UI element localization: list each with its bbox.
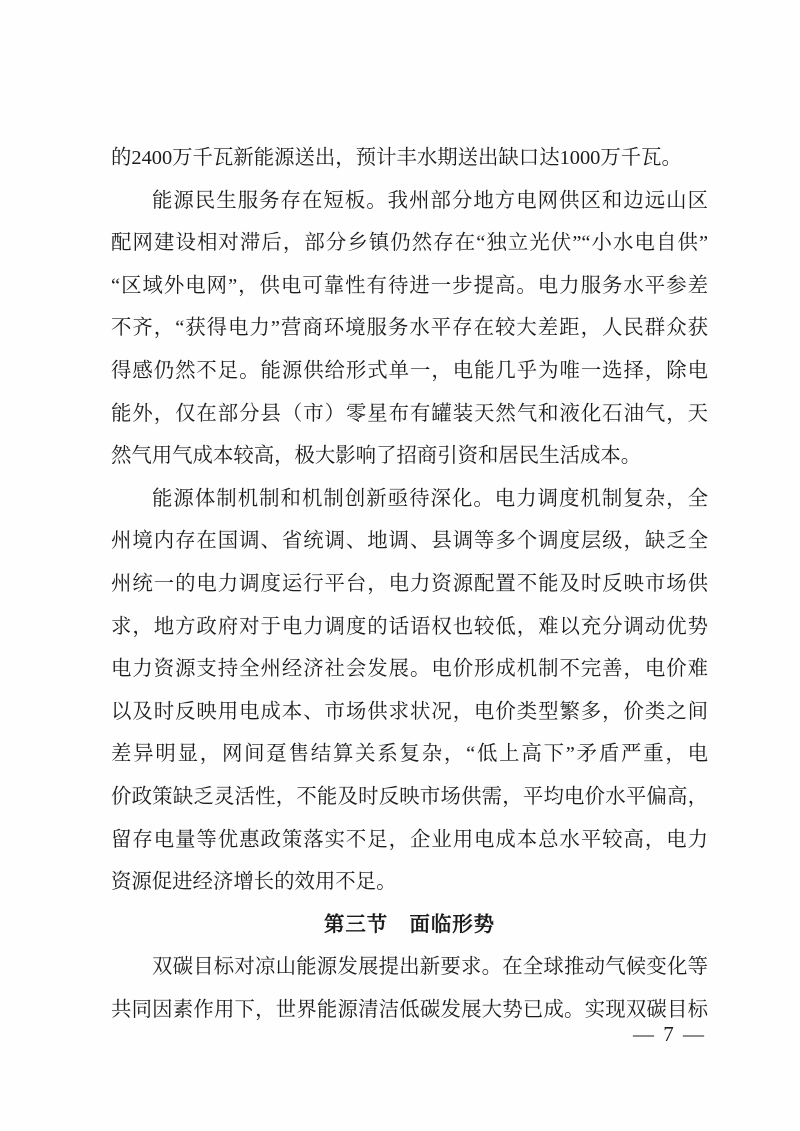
text-line: 州境内存在国调、省统调、地调、县调等多个调度层级，缺乏全 xyxy=(111,530,708,553)
text-line: 求，地方政府对于电力调度的话语权也较低，难以充分调动优势 xyxy=(111,615,708,638)
text-line: 能源体制机制和机制创新亟待深化。电力调度机制复杂，全 xyxy=(152,487,708,510)
text-line: 价政策缺乏灵活性，不能及时反映市场供需，平均电价水平偏高， xyxy=(111,785,708,808)
text-line: “区域外电网”，供电可靠性有待进一步提高。电力服务水平参差 xyxy=(111,274,708,297)
text-line: 州统一的电力调度运行平台，电力资源配置不能及时反映市场供 xyxy=(111,572,708,595)
text-line: 差异明显，网间趸售结算关系复杂，“低上高下”矛盾严重，电 xyxy=(111,743,708,766)
section-heading: 第三节 面临形势 xyxy=(323,913,496,936)
text-line: 共同因素作用下，世界能源清洁低碳发展大势已成。实现双碳目标 xyxy=(111,998,708,1021)
paragraph-continued xyxy=(111,137,708,180)
page-number: — 7 — xyxy=(633,1022,706,1046)
text-line: 双碳目标对凉山能源发展提出新要求。在全球推动气候变化等 xyxy=(152,956,708,979)
paragraph-energy-system xyxy=(111,478,708,904)
text-line: 能源民生服务存在短板。我州部分地方电网供区和边远山区 xyxy=(152,189,708,212)
text-line: 不齐，“获得电力”营商环境服务水平存在较大差距，人民群众获 xyxy=(111,317,708,340)
paragraph-dual-carbon xyxy=(111,946,708,1031)
text-line: 能外，仅在部分县（市）零星布有罐装天然气和液化石油气，天 xyxy=(111,402,708,425)
text-line: 电力资源支持全州经济社会发展。电价形成机制不完善，电价难 xyxy=(111,658,708,681)
body-text xyxy=(111,137,708,1031)
text-line: 资源促进经济增长的效用不足。 xyxy=(111,871,397,894)
text-line: 配网建设相对滞后，部分乡镇仍然存在“独立光伏”“小水电自供” xyxy=(111,232,708,255)
text-line: 的2400万千瓦新能源送出，预计丰水期送出缺口达1000万千瓦。 xyxy=(111,147,682,169)
paragraph-energy-livelihood xyxy=(111,180,708,478)
text-line: 得感仍然不足。能源供给形式单一，电能几乎为唯一选择，除电 xyxy=(111,359,708,382)
text-line: 以及时反映用电成本、市场供求状况，电价类型繁多，价类之间 xyxy=(111,700,708,723)
text-line: 留存电量等优惠政策落实不足，企业用电成本总水平较高，电力 xyxy=(111,828,708,851)
text-line: 然气用气成本较高，极大影响了招商引资和居民生活成本。 xyxy=(111,445,642,468)
